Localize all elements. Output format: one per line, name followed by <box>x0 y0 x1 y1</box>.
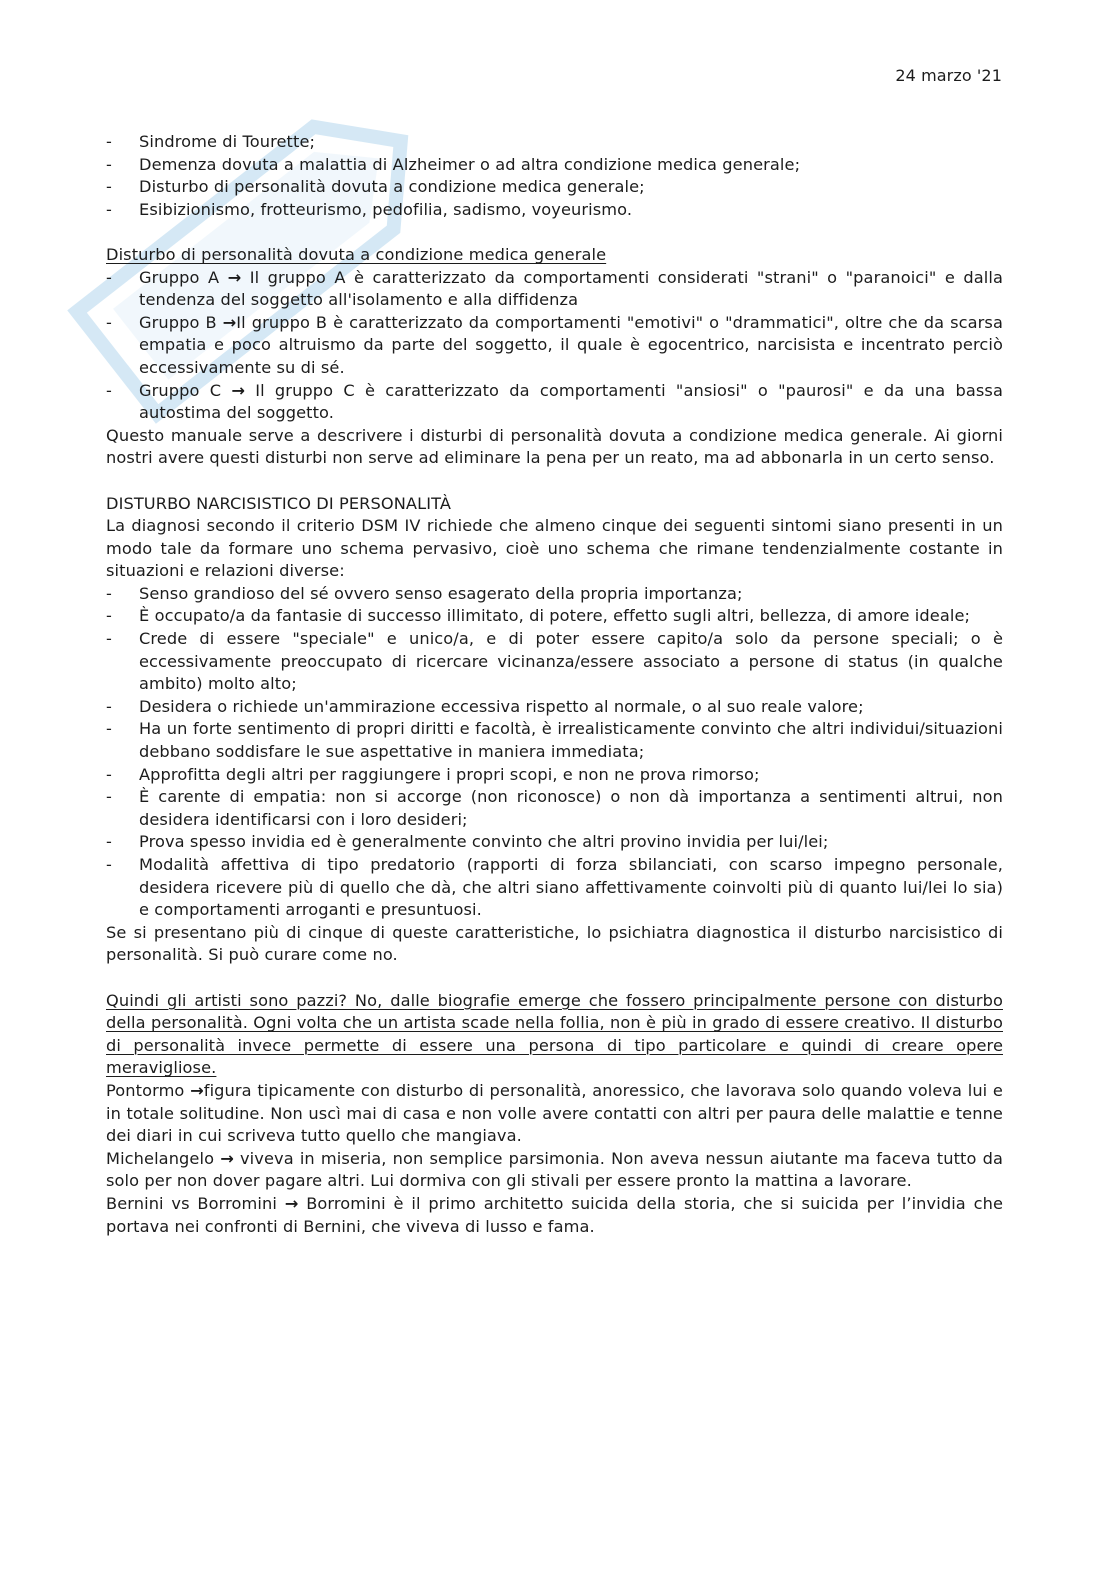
arrow-icon: → <box>284 1193 299 1213</box>
arrow-icon: → <box>222 312 237 332</box>
section-heading-personality-disorder: Disturbo di personalità dovuta a condizione medica generale <box>106 244 607 264</box>
artists-question-paragraph: Quindi gli artisti sono pazzi? No, dalle biografie emerge che fossero principalmente persone con disturbo della personalità. Ogni volta che un artista scade nella follia, non è più in grado di essere creativo. Il disturbo di personalità invece permette di essere una persona di tipo particolare e quindi di creare opere meravigliose. <box>106 990 1003 1078</box>
list-item: - È occupato/a da fantasie di successo illimitato, di potere, effetto sugli altri, bellezza, di amore ideale; <box>106 605 1003 628</box>
list-item: - Senso grandioso del sé ovvero senso esagerato della propria importanza; <box>106 583 1003 606</box>
group-item-a <box>106 267 1003 312</box>
document-body <box>106 131 1003 1238</box>
group-desc: Il gruppo B è caratterizzato da comportamenti "emotivi" o "drammatici", oltre che da scarsa empatia e poco altruismo da parte del soggetto, il quale è egocentrico, narcisista e incentrato perciò eccessivamente su di sé. <box>139 312 1003 377</box>
group-name: Gruppo B <box>139 312 217 332</box>
artist-paragraph-bernini-borromini <box>106 1193 1003 1238</box>
group-name: Gruppo C <box>139 380 222 400</box>
list-item: - Desidera o richiede un'ammirazione eccessiva rispetto al normale, o al suo reale valore; <box>106 696 1003 719</box>
artist-text: Borromini è il primo architetto suicida della storia, che si suicida per l’invidia che portava nei confronti di Bernini, che viveva di lusso e fama. <box>106 1193 1004 1236</box>
section-heading-narcissistic: DISTURBO NARCISISTICO DI PERSONALITÀ <box>106 493 451 513</box>
artist-text: figura tipicamente con disturbo di personalità, anoressico, che lavorava solo quando voleva lui e in totale solitudine. Non uscì mai di casa e non volle avere contatti con altri per paura delle malattie e tenne dei diari in cui scriveva tutto quello che mangiava. <box>106 1080 1003 1146</box>
diagnosis-intro: La diagnosi secondo il criterio DSM IV richiede che almeno cinque dei seguenti sintomi siano presenti in un modo tale da formare uno schema pervasivo, cioè uno schema che rimane tendenzialmente costante in situazioni e relazioni diverse: <box>106 516 1003 581</box>
list-item: - Crede di essere "speciale" e unico/a, e di poter essere capito/a solo da persone speciali; o è eccessivamente preoccupato di ricercare vicinanza/essere associato a persone di status (in qualche ambito) molto alto; <box>106 628 1003 696</box>
arrow-icon: → <box>227 267 242 287</box>
list-item: - Ha un forte sentimento di propri diritti e facoltà, è irrealisticamente convinto che altri individui/situazioni debbano soddisfare le sue aspettative in maniera immediata; <box>106 718 1003 763</box>
artist-name: Pontormo <box>106 1080 185 1100</box>
list-item: - Esibizionismo, frotteurismo, pedofilia, sadismo, voyeurismo. <box>106 199 1003 222</box>
artist-name: Michelangelo <box>106 1148 215 1168</box>
diagnosis-conclusion: Se si presentano più di cinque di queste caratteristiche, lo psichiatra diagnostica il disturbo narcisistico di personalità. Si può curare come no. <box>106 922 1003 965</box>
manual-paragraph: Questo manuale serve a descrivere i disturbi di personalità dovuta a condizione medica generale. Ai giorni nostri avere questi disturbi non serve ad eliminare la pena per un reato, ma ad abbonarla in un certo senso. <box>106 425 1003 468</box>
page-date: 24 marzo '21 <box>895 66 1002 85</box>
list-item: - Sindrome di Tourette; <box>106 131 1003 154</box>
arrow-icon: → <box>231 380 246 400</box>
list-item: - Demenza dovuta a malattia di Alzheimer o ad altra condizione medica generale; <box>106 154 1003 177</box>
group-desc: Il gruppo C è caratterizzato da comportamenti "ansiosi" o "paurosi" e da una bassa autostima del soggetto. <box>139 380 1003 423</box>
artist-text: viveva in miseria, non semplice parsimonia. Non aveva nessun aiutante ma faceva tutto da solo per non dover pagare altri. Lui dormiva con gli stivali per essere pronto la mattina a lavorare. <box>106 1148 1003 1191</box>
arrow-icon: → <box>190 1080 204 1100</box>
list-item: - Prova spesso invidia ed è generalmente convinto che altri provino invidia per lui/lei; <box>106 831 1003 854</box>
group-name: Gruppo A <box>139 267 220 287</box>
list-item: - È carente di empatia: non si accorge (non riconosce) o non dà importanza a sentimenti altrui, non desidera identificarsi con i loro desideri; <box>106 786 1003 831</box>
symptoms-list <box>106 583 1003 922</box>
list-item: - Disturbo di personalità dovuta a condizione medica generale; <box>106 176 1003 199</box>
groups-list <box>106 267 1003 425</box>
list-item: - Modalità affettiva di tipo predatorio (rapporti di forza sbilanciati, con scarso impegno personale, desidera ricevere più di quello che dà, che altri siano affettivamente coinvolti più di quanto lui/lei lo sia) e comportamenti arroganti e presuntuosi. <box>106 854 1003 922</box>
artist-name: Bernini vs Borromini <box>106 1193 277 1213</box>
artist-paragraph-pontormo <box>106 1080 1003 1148</box>
disorder-list-continued <box>106 131 1003 221</box>
group-desc: Il gruppo A è caratterizzato da comportamenti considerati "strani" o "paranoici" e dalla tendenza del soggetto all'isolamento e alla diffidenza <box>139 267 1004 310</box>
group-item-b <box>106 312 1003 380</box>
group-item-c <box>106 380 1003 425</box>
list-item: - Approfitta degli altri per raggiungere i propri scopi, e non ne prova rimorso; <box>106 764 1003 787</box>
arrow-icon: → <box>220 1148 234 1168</box>
artist-paragraph-michelangelo <box>106 1148 1003 1193</box>
